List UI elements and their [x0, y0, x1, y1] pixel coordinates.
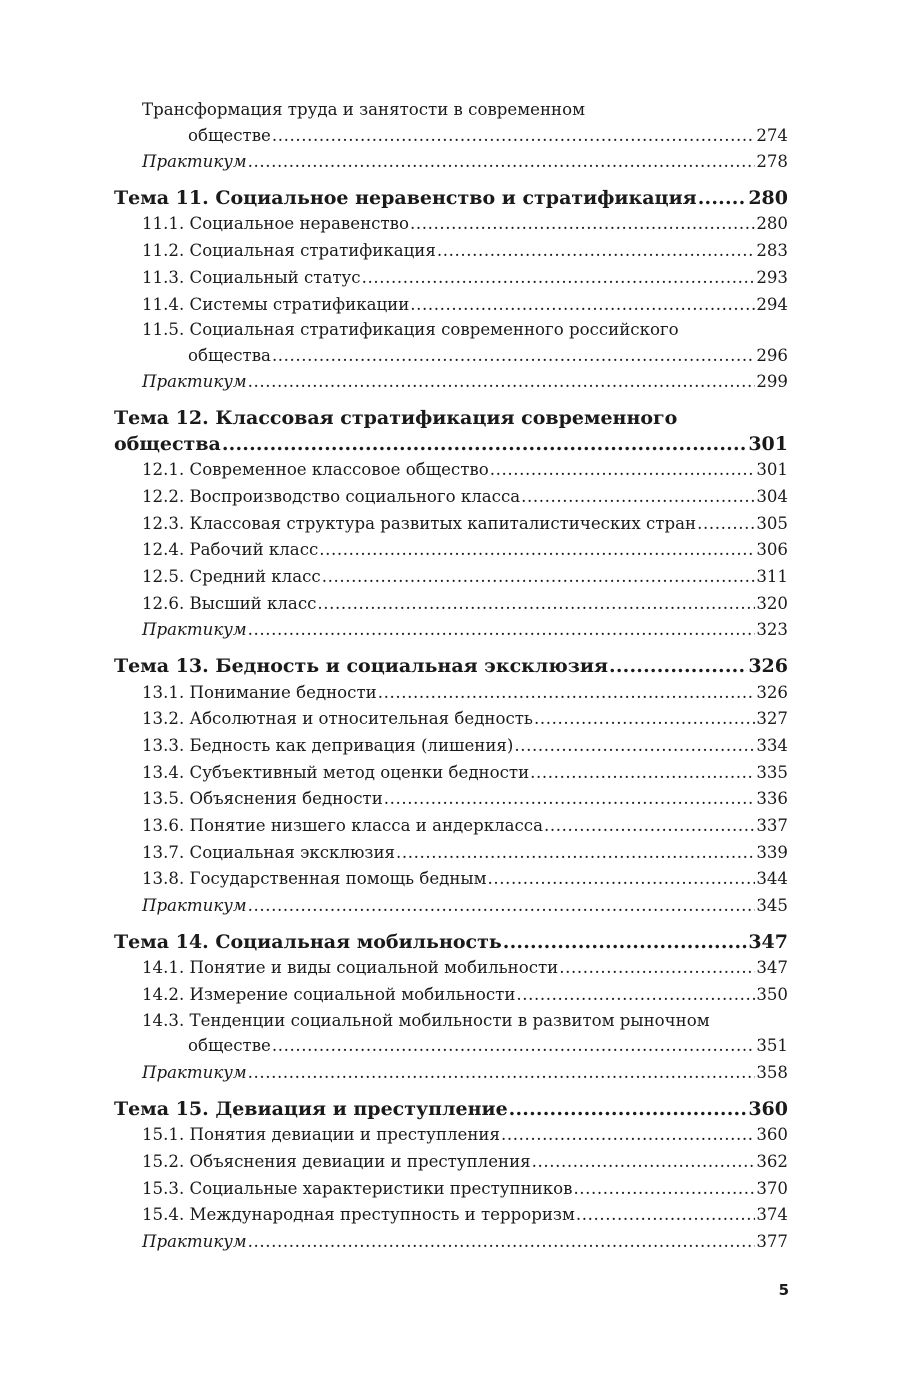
- theme-title-line1: Тема 12. Классовая стратификация современного: [114, 407, 678, 430]
- toc-entry[interactable]: [142, 1009, 788, 1060]
- toc-entry[interactable]: [142, 733, 788, 760]
- page-number: 5: [778, 1281, 789, 1299]
- page-ref: 278: [756, 152, 788, 172]
- toc-entry-practicum[interactable]: [142, 617, 788, 644]
- dot-leader: [317, 591, 755, 618]
- entry-title: Практикум: [142, 152, 247, 172]
- toc-entry[interactable]: [142, 457, 788, 484]
- theme-title: Тема 13. Бедность и социальная эксклюзия: [114, 655, 609, 678]
- page-ref: 311: [756, 566, 788, 586]
- dot-leader: [248, 1229, 756, 1256]
- page-ref: 320: [756, 593, 788, 613]
- toc-entry[interactable]: [142, 537, 788, 564]
- dot-leader: [501, 1122, 755, 1149]
- dot-leader: [573, 1176, 755, 1203]
- dot-leader: [396, 840, 755, 867]
- entry-title: Практикум: [142, 1232, 247, 1251]
- entry-title: 12.5. Средний класс: [142, 566, 321, 586]
- page-ref: 327: [756, 709, 788, 729]
- toc-entry-practicum[interactable]: [142, 893, 788, 920]
- entry-title: 14.2. Измерение социальной мобильности: [142, 985, 516, 1005]
- dot-leader: [503, 929, 748, 956]
- page-ref: 299: [756, 372, 788, 392]
- dot-leader: [362, 265, 756, 292]
- entry-title: Практикум: [142, 896, 247, 916]
- dot-leader: [272, 1033, 755, 1060]
- page-ref: 306: [756, 540, 788, 560]
- entry-title: 13.2. Абсолютная и относительная бедность: [142, 709, 533, 729]
- page-ref: 350: [756, 985, 788, 1005]
- toc-entry[interactable]: [142, 706, 788, 733]
- entry-title: 13.1. Понимание бедности: [142, 682, 377, 702]
- dot-leader: [609, 653, 747, 680]
- dot-leader: [248, 893, 756, 920]
- toc-entry[interactable]: [142, 982, 788, 1009]
- entry-title: 12.1. Современное классовое общество: [142, 460, 489, 480]
- entry-title: Практикум: [142, 620, 247, 640]
- toc-entry[interactable]: [142, 292, 788, 319]
- entry-title: 11.3. Социальный статус: [142, 267, 361, 287]
- page-ref: 347: [756, 958, 788, 978]
- entry-title: 13.5. Объяснения бедности: [142, 789, 383, 809]
- dot-leader: [509, 1096, 748, 1123]
- dot-leader: [544, 813, 755, 840]
- toc-entry[interactable]: [142, 1122, 788, 1149]
- toc-entry[interactable]: [142, 840, 788, 867]
- dot-leader: [530, 760, 755, 787]
- page-ref: 344: [756, 869, 788, 889]
- page-ref: 337: [756, 816, 788, 836]
- page-ref: 362: [756, 1151, 788, 1171]
- dot-leader: [521, 484, 755, 511]
- entry-title: 12.6. Высший класс: [142, 593, 317, 613]
- page-ref: 351: [756, 1036, 788, 1056]
- page-ref: 345: [756, 896, 788, 916]
- entry-title: 15.3. Социальные характеристики преступников: [142, 1178, 573, 1198]
- page-ref: 305: [756, 513, 788, 533]
- toc-entry[interactable]: [142, 680, 788, 707]
- toc-entry-practicum[interactable]: [142, 1229, 788, 1256]
- entry-title: 13.6. Понятие низшего класса и андеркласса: [142, 816, 543, 836]
- entry-title: 13.7. Социальная эксклюзия: [142, 842, 395, 862]
- dot-leader: [384, 786, 756, 813]
- page-ref: 301: [756, 460, 788, 480]
- dot-leader: [410, 211, 755, 238]
- page-ref: 293: [756, 267, 788, 287]
- dot-leader: [516, 982, 755, 1009]
- entry-title: 13.4. Субъективный метод оценки бедности: [142, 762, 530, 782]
- page-ref: 360: [756, 1125, 788, 1145]
- dot-leader: [697, 511, 755, 538]
- page-ref: 358: [756, 1062, 788, 1082]
- page-ref: 326: [748, 655, 788, 678]
- page-ref: 280: [756, 214, 788, 234]
- toc-entry-practicum[interactable]: [142, 369, 788, 396]
- toc-entry[interactable]: [142, 955, 788, 982]
- toc-entry-practicum[interactable]: [142, 1060, 788, 1087]
- entry-title-line2: обществе: [188, 1036, 271, 1056]
- entry-title: 12.4. Рабочий класс: [142, 540, 319, 560]
- toc-entry[interactable]: [142, 211, 788, 238]
- entry-title: 11.4. Системы стратификации: [142, 294, 410, 314]
- toc-entry[interactable]: [142, 591, 788, 618]
- entry-title: Практикум: [142, 1062, 247, 1082]
- toc-entry[interactable]: [142, 238, 788, 265]
- dot-leader: [248, 369, 756, 396]
- toc-entry[interactable]: [142, 265, 788, 292]
- dot-leader: [534, 706, 755, 733]
- entry-title: 15.4. Международная преступность и терроризм: [142, 1205, 575, 1225]
- toc-entry[interactable]: [142, 318, 788, 369]
- dot-leader: [698, 185, 748, 212]
- entry-title-line1: 11.5. Социальная стратификация современного российского: [142, 320, 679, 340]
- dot-leader: [248, 1060, 756, 1087]
- toc-entry[interactable]: [142, 760, 788, 787]
- toc-entry[interactable]: [142, 564, 788, 591]
- entry-title: 13.8. Государственная помощь бедным: [142, 869, 487, 889]
- page-ref: 301: [748, 433, 788, 456]
- page-ref: 335: [756, 762, 788, 782]
- page-ref: 326: [756, 682, 788, 702]
- dot-leader: [222, 431, 747, 457]
- entry-title: 12.2. Воспроизводство социального класса: [142, 486, 521, 506]
- toc-theme-12[interactable]: [114, 405, 788, 457]
- page-ref: 336: [756, 789, 788, 809]
- entry-title-line1: 14.3. Тенденции социальной мобильности в развитом рыночном: [142, 1010, 710, 1030]
- page-ref: 283: [756, 241, 788, 261]
- toc-entry[interactable]: [142, 866, 788, 893]
- entry-title: 11.1. Социальное неравенство: [142, 214, 409, 234]
- dot-leader: [559, 955, 755, 982]
- toc-theme-13[interactable]: [114, 653, 788, 680]
- toc-entry[interactable]: [142, 1202, 788, 1229]
- theme-title: Тема 14. Социальная мобильность: [114, 930, 502, 953]
- page-ref: 294: [756, 294, 788, 314]
- entry-title: 15.1. Понятия девиации и преступления: [142, 1125, 500, 1145]
- toc-entry[interactable]: [142, 511, 788, 538]
- toc-entry[interactable]: [142, 1149, 788, 1176]
- entry-title-line1: Трансформация труда и занятости в современном: [142, 100, 585, 119]
- entry-title: 15.2. Объяснения девиации и преступления: [142, 1151, 531, 1171]
- entry-title: 11.2. Социальная стратификация: [142, 241, 436, 261]
- theme-title: Тема 11. Социальное неравенство и стратификация: [114, 186, 697, 209]
- toc-entry-10-8[interactable]: [142, 98, 788, 149]
- dot-leader: [576, 1202, 755, 1229]
- dot-leader: [248, 149, 756, 176]
- table-of-contents: [114, 98, 788, 1256]
- dot-leader: [248, 617, 756, 644]
- page-ref: 304: [756, 486, 788, 506]
- page-ref: 323: [756, 620, 788, 640]
- entry-title: Практикум: [142, 372, 247, 392]
- dot-leader: [319, 537, 755, 564]
- dot-leader: [514, 733, 755, 760]
- toc-theme-11[interactable]: [114, 185, 788, 212]
- theme-title: Тема 15. Девиация и преступление: [114, 1097, 508, 1120]
- toc-entry[interactable]: [142, 484, 788, 511]
- dot-leader: [378, 680, 756, 707]
- toc-theme-15[interactable]: [114, 1096, 788, 1123]
- entry-title: 14.1. Понятие и виды социальной мобильности: [142, 958, 559, 978]
- dot-leader: [272, 123, 755, 150]
- dot-leader: [322, 564, 756, 591]
- theme-title-line2: общества: [114, 433, 221, 456]
- page-ref: 274: [756, 125, 788, 145]
- toc-entry-practicum[interactable]: [142, 149, 788, 176]
- page-ref: 280: [748, 186, 788, 209]
- page-ref: 296: [756, 345, 788, 365]
- dot-leader: [272, 343, 755, 370]
- entry-title: 12.3. Классовая структура развитых капиталистических стран: [142, 513, 697, 533]
- page-ref: 374: [756, 1205, 788, 1225]
- toc-theme-14[interactable]: [114, 929, 788, 956]
- dot-leader: [410, 292, 755, 319]
- dot-leader: [532, 1149, 756, 1176]
- toc-entry[interactable]: [142, 813, 788, 840]
- page-ref: 370: [756, 1178, 788, 1198]
- page-ref: 347: [748, 930, 788, 953]
- dot-leader: [490, 457, 756, 484]
- entry-title-line2: обществе: [188, 125, 271, 145]
- entry-title: 13.3. Бедность как депривация (лишения): [142, 735, 514, 755]
- page-ref: 334: [756, 735, 788, 755]
- entry-title-line2: общества: [188, 345, 271, 365]
- toc-entry[interactable]: [142, 786, 788, 813]
- page-ref: 339: [756, 842, 788, 862]
- page-ref: 360: [748, 1097, 788, 1120]
- dot-leader: [437, 238, 755, 265]
- toc-entry[interactable]: [142, 1176, 788, 1203]
- dot-leader: [488, 866, 756, 893]
- page-ref: 377: [756, 1232, 788, 1251]
